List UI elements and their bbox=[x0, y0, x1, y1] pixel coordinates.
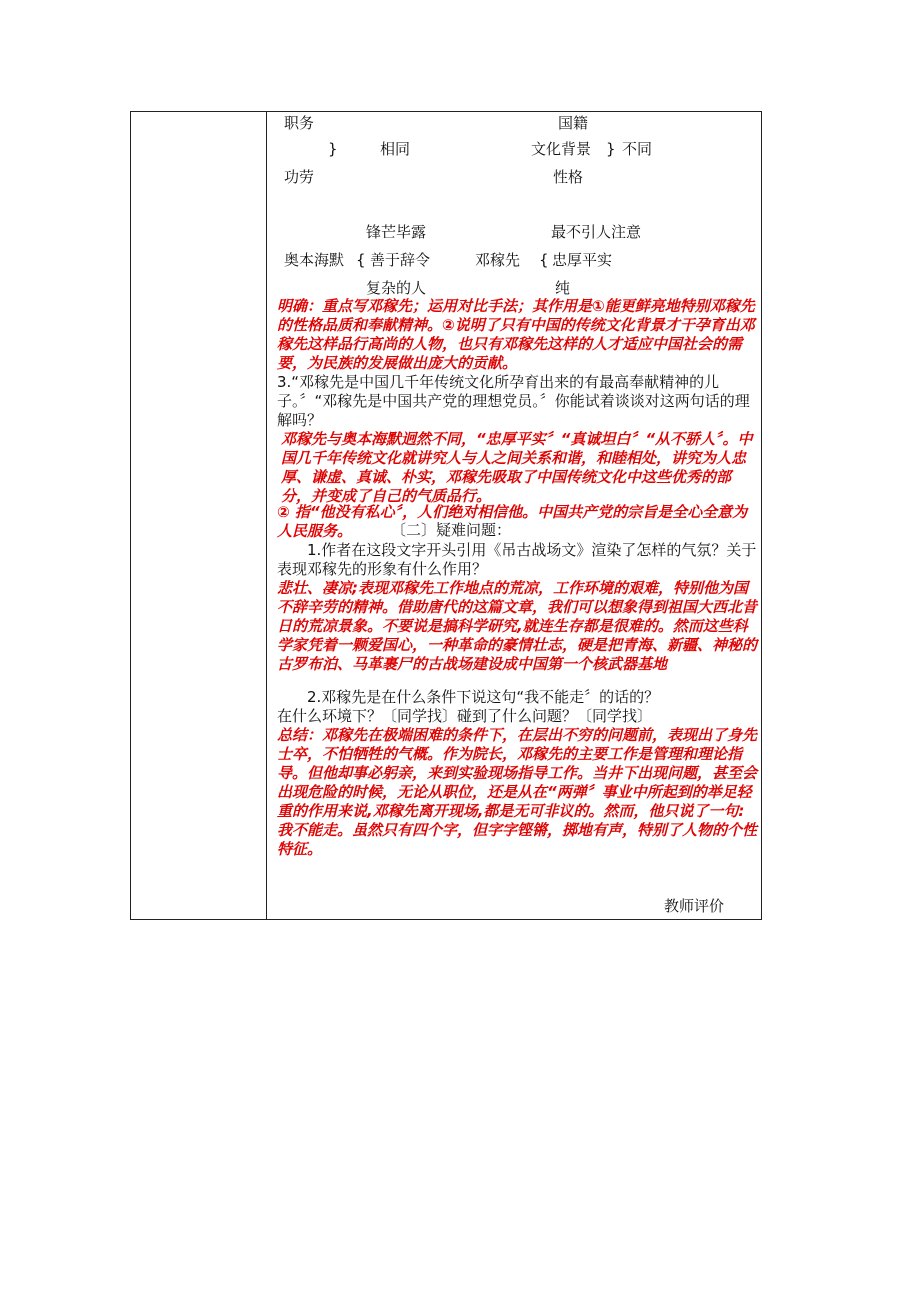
label-guoji: 国籍 bbox=[558, 114, 589, 132]
brace-right: } bbox=[606, 140, 616, 158]
question-3: 3.“邓稼先是中国几千年传统文化所孕育出来的有最高奉献精神的儿子。〞“邓稼先是中国共产党的理想党员。〞你能试着谈谈对这两句话的理解吗？ bbox=[277, 373, 750, 429]
label-zhiwu: 职务 bbox=[284, 114, 315, 132]
brace-left: } bbox=[328, 140, 338, 158]
label-xingge: 性格 bbox=[553, 168, 584, 186]
trait-fuza: 复杂的人 bbox=[366, 279, 427, 297]
trait-buyinren: 最不引人注意 bbox=[551, 223, 642, 241]
trait-shanyu: 善于辞令 bbox=[370, 251, 431, 269]
answer-mingque: 明确：重点写邓稼先；运用对比手法；其作用是①能更鲜亮地特别邓稼先的性格品质和奉献精神。②说明了只有中国的传统文化背景才干孕育出邓稼先这样品行高尚的人物，也只有邓稼先这样的人才适应中国社会的需要，为民族的发展做出庞大的贡献。 bbox=[277, 297, 755, 372]
label-gonglao: 功劳 bbox=[284, 168, 315, 186]
answer-3-1: 邓稼先与奥本海默迥然不同，“忠厚平实〞“真诚坦白〞“从不骄人〞。中国几千年传统文化就讲究人与人之间关系和谐，和睦相处，讲究为人忠厚、谦虚、真诚、朴实，邓稼先吸取了中国传统文化中这些优秀的部分，并变成了自己的气质品行。 bbox=[281, 430, 753, 505]
question-1: 1.作者在这段文字开头引用《吊古战场文》渲染了怎样的气氛？关于表现邓稼先的形象有什么作用？ bbox=[277, 541, 757, 578]
brace-deng: { bbox=[539, 251, 549, 269]
question-2: 2.邓稼先是在什么条件下说这句“我不能走〞的话的？ bbox=[307, 688, 660, 706]
label-wenhuabeijing: 文化背景 bbox=[531, 140, 592, 158]
trait-chun: 纯 bbox=[555, 279, 571, 297]
teacher-evaluation-label: 教师评价 bbox=[664, 897, 725, 915]
trait-fengmang: 锋芒毕露 bbox=[366, 223, 427, 241]
label-xiangtong: 相同 bbox=[380, 140, 411, 158]
question-2b: 在什么环境下？〔同学找〕碰到了什么问题？〔同学找〕 bbox=[277, 707, 653, 725]
answer-3-2: ② 指“他没有私心〞，人们绝对相信他。中国共产党的宗旨是全心全意为人民服务。 bbox=[277, 503, 748, 540]
brace-oppenheimer: { bbox=[356, 251, 366, 269]
label-butong: 不同 bbox=[622, 140, 653, 158]
answer-1: 悲壮、凄凉;表现邓稼先工作地点的荒凉，工作环境的艰难，特别他为国不辞辛劳的精神。借助唐代的这篇文章，我们可以想象得到祖国大西北昔日的荒凉景象。不要说是搞科学研究,就连生存都是很难的。然而这些科学家凭着一颗爱国心，一种革命的豪情壮志，硬是把青海、新疆、神秘的古罗布泊、马革裹尸的古战场建设成中国第一个核武器基地 bbox=[277, 579, 758, 673]
section-yinan: 〔二〕疑难问题： bbox=[391, 521, 512, 539]
answer-2: 总结：邓稼先在极端困难的条件下，在层出不穷的问题前，表现出了身先士卒，不怕牺牲的气概。作为院长，邓稼先的主要工作是管理和理论指导。但他却事必躬亲，来到实验现场指导工作。当井下出现问题，甚至会出现危险的时候，无论从职位，还是从在“两弹〞事业中所起到的举足轻重的作用来说,邓稼先离开现场,都是无可非议的。然而，他只说了一句:我不能走。虽然只有四个字，但字字铿锵，掷地有声，特别了人物的个性特征。 bbox=[277, 726, 758, 858]
trait-zhonghou: 忠厚平实 bbox=[552, 251, 613, 269]
name-oppenheimer: 奥本海默 bbox=[284, 251, 345, 269]
column-divider bbox=[266, 112, 267, 919]
name-dengjiaxian: 邓稼先 bbox=[475, 251, 521, 269]
